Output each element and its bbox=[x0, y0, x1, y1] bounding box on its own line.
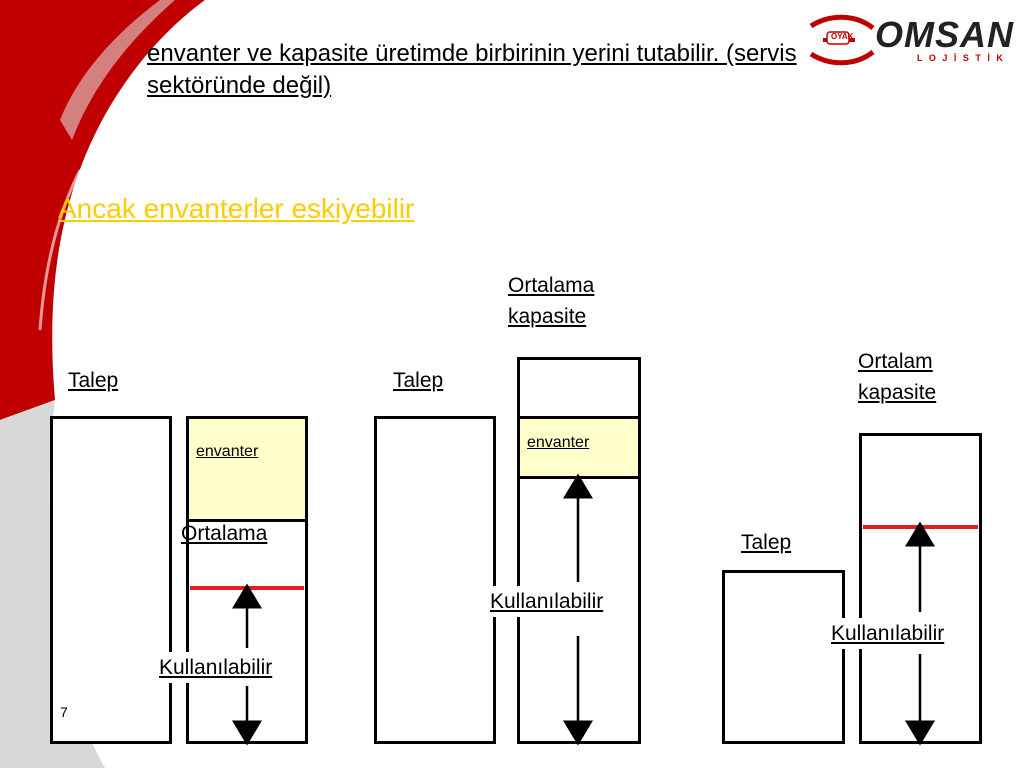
panel1-kullanilabilir-label: Kullanılabilir bbox=[158, 652, 273, 683]
panel2-ortalama-line1: Ortalama bbox=[508, 274, 595, 297]
panel2-ortalama-line2: kapasite bbox=[508, 305, 587, 328]
panel3-ortalama-line2: kapasite bbox=[858, 381, 937, 404]
panel3-kullanilabilir-label: Kullanılabilir bbox=[830, 618, 945, 649]
panel3-ortalama-line1: Ortalam bbox=[858, 350, 933, 373]
panel3-talep-label: Talep bbox=[741, 531, 792, 554]
panel2-talep-label: Talep bbox=[393, 369, 444, 392]
panel1-ortalama-label: Ortalama bbox=[181, 522, 268, 545]
logo-sub: L O J İ S T İ K bbox=[917, 53, 1005, 63]
page-number: 7 bbox=[60, 704, 68, 720]
subheading: Ancak envanterler eskiyebilir bbox=[58, 193, 415, 224]
logo-brand: OMSAN bbox=[875, 14, 1014, 55]
intro-text-line2: sektöründe değil) bbox=[147, 72, 332, 99]
logo-badge: OYAK bbox=[831, 32, 854, 41]
intro-text-line1: envanter ve kapasite üretimde birbirinin yerini tutabilir. (servis bbox=[147, 40, 797, 67]
panel2-envanter-label: envanter bbox=[527, 434, 590, 451]
panel1-envanter-label: envanter bbox=[196, 443, 259, 460]
panel1-talep-label: Talep bbox=[68, 369, 119, 392]
panel2-kullanilabilir-label: Kullanılabilir bbox=[489, 586, 604, 617]
